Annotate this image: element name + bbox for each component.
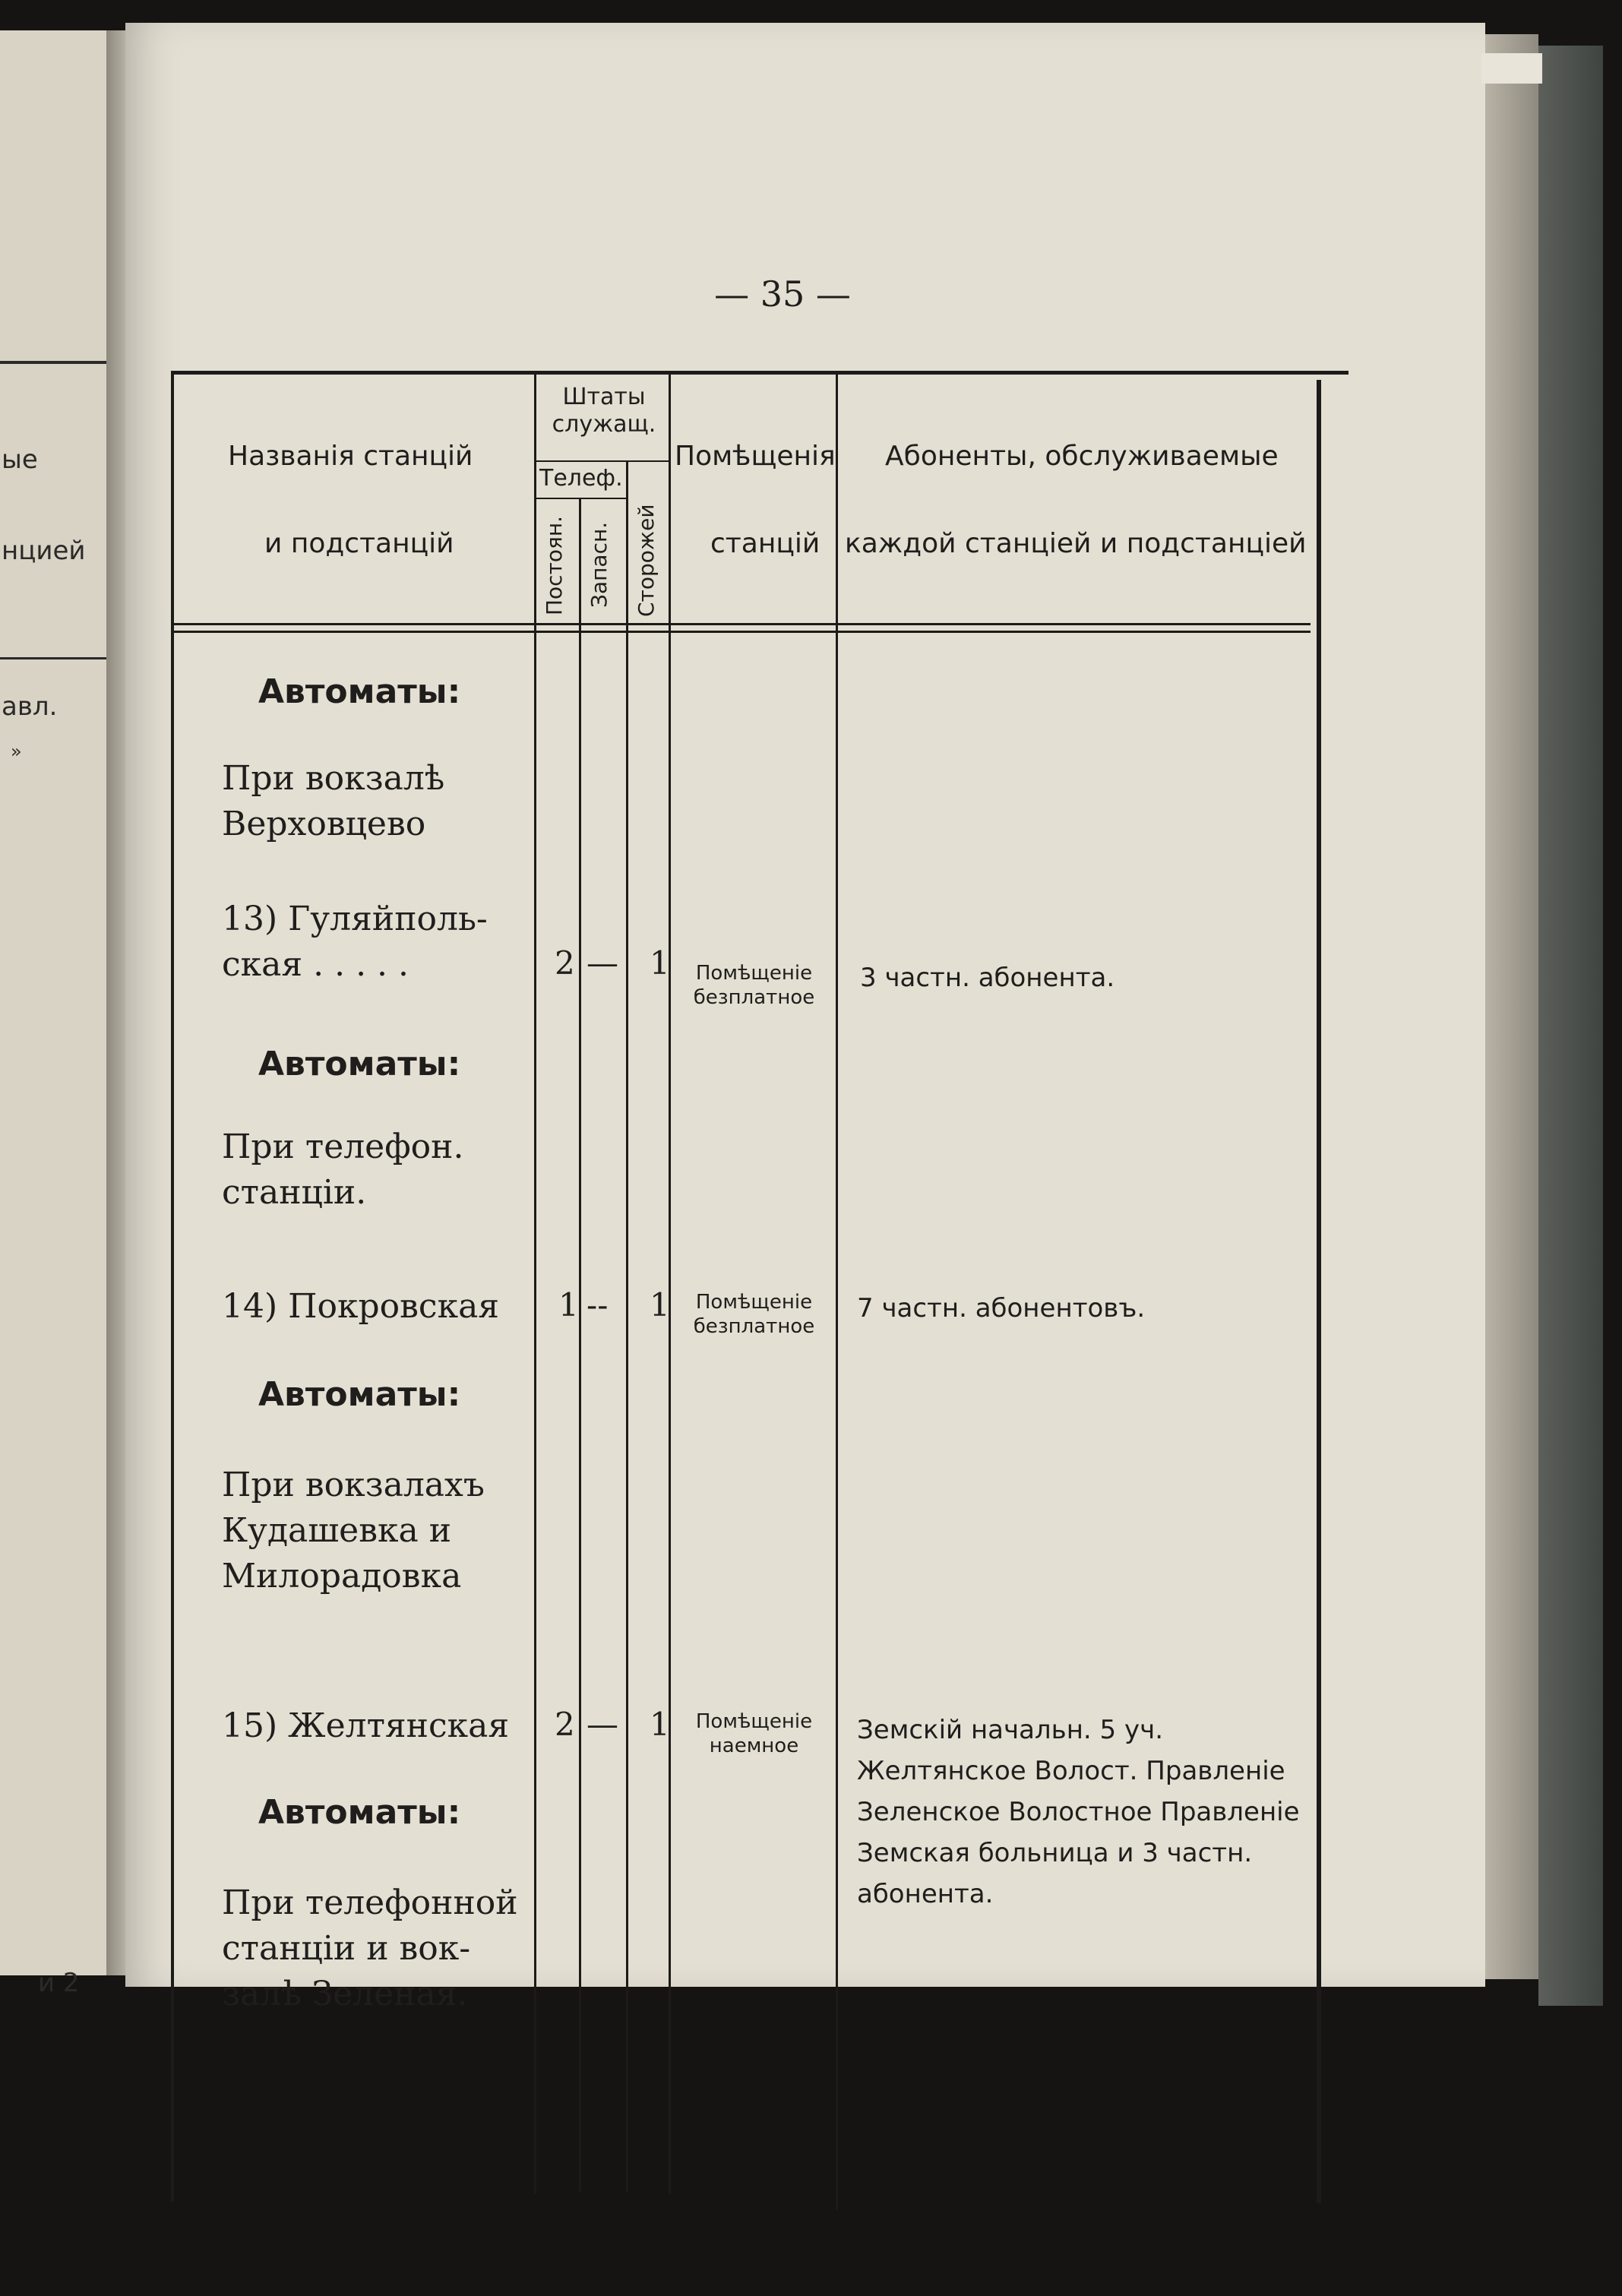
header-staff: Штаты служащ. xyxy=(552,384,656,438)
header-subscribers-sub: каждой станціей и подстанціей xyxy=(845,528,1307,559)
column-divider xyxy=(836,371,838,2209)
table-top-rule xyxy=(171,371,1349,375)
automat-location: При телефонной xyxy=(222,1883,518,1922)
station-name: 15) Желтянская xyxy=(222,1706,510,1745)
subscribers-line: Желтянское Волост. Правленіе xyxy=(857,1756,1285,1786)
station-name: 13) Гуляйполь- xyxy=(222,900,488,938)
automat-location: залѣ Зеленая. xyxy=(222,1975,468,2013)
automat-location: При вокзалѣ xyxy=(222,759,445,798)
automat-location: Милорадовка xyxy=(222,1557,462,1595)
automats-label: Автоматы: xyxy=(258,1793,461,1832)
reserve-count: — xyxy=(587,944,618,982)
premises-line: наемное xyxy=(709,1735,799,1757)
header-premises: Помѣщенія xyxy=(675,441,836,472)
header-rule-1 xyxy=(171,623,1311,625)
automat-location: Кудашевка и xyxy=(222,1511,452,1550)
column-divider xyxy=(579,498,581,2192)
subscribers-line: Земская больница и 3 частн. xyxy=(857,1838,1253,1868)
table-left-border xyxy=(171,371,174,2202)
column-divider xyxy=(534,371,536,2194)
left-page-fragment: ые xyxy=(2,444,38,475)
watchmen-count: 1 xyxy=(650,944,670,982)
watchmen-count: 1 xyxy=(650,1706,670,1743)
bookmark-strip xyxy=(1481,53,1542,84)
column-divider xyxy=(669,371,671,2194)
premises-line: безплатное xyxy=(693,986,815,1009)
header-station-names: Названія станцій xyxy=(228,441,473,472)
automats-label: Автоматы: xyxy=(258,1045,461,1083)
premises-line: Помѣщеніе xyxy=(695,1710,813,1733)
automat-location: станціи. xyxy=(222,1173,367,1212)
header-rule-2 xyxy=(171,631,1311,633)
header-premises-sub: станцій xyxy=(710,528,820,559)
automat-location: станціи и вок- xyxy=(222,1929,471,1968)
automat-location: Верховцево xyxy=(222,805,426,843)
left-page-rule xyxy=(0,361,114,364)
premises-line: Помѣщеніе xyxy=(695,962,813,985)
premises-line: Помѣщеніе xyxy=(695,1291,813,1314)
page-edge xyxy=(1485,34,1538,1979)
subscribers-line: Зеленское Волостное Правленіе xyxy=(857,1797,1300,1827)
left-page-fragment: » xyxy=(11,741,22,762)
header-teleph: Телеф. xyxy=(539,465,623,492)
premises-line: безплатное xyxy=(693,1315,815,1338)
page-number: — 35 — xyxy=(714,274,851,315)
reserve-count: -- xyxy=(587,1286,609,1324)
header-permanent: Постоян. xyxy=(542,515,567,615)
automats-label: Автоматы: xyxy=(258,1375,461,1414)
left-page-fragment: авл. xyxy=(2,691,58,722)
book-cover-edge xyxy=(1538,46,1603,2006)
reserve-count: — xyxy=(587,1706,618,1743)
station-name: 14) Покровская xyxy=(222,1287,500,1326)
column-divider xyxy=(626,460,628,2193)
automats-label: Автоматы: xyxy=(258,672,461,711)
header-reserve: Запасн. xyxy=(587,521,612,608)
left-page-fragment: и 2 xyxy=(38,1968,80,1998)
subscribers-line: 3 частн. абонента. xyxy=(860,963,1115,993)
watchmen-count: 1 xyxy=(650,1286,670,1324)
left-page-rule xyxy=(0,657,114,659)
permanent-count: 2 xyxy=(555,944,575,982)
left-page-fragment: нцией xyxy=(2,536,86,566)
automat-location: При вокзалахъ xyxy=(222,1466,485,1504)
station-name: ская . . . . . xyxy=(222,945,409,984)
header-watchmen: Сторожей xyxy=(634,504,659,617)
subscribers-line: абонента. xyxy=(857,1879,994,1909)
permanent-count: 2 xyxy=(555,1706,575,1743)
staff-header-rule xyxy=(536,460,669,462)
automat-location: При телефон. xyxy=(222,1127,464,1166)
permanent-count: 1 xyxy=(558,1286,579,1324)
table-right-border xyxy=(1317,380,1321,2203)
subscribers-line: 7 частн. абонентовъ. xyxy=(857,1293,1146,1324)
teleph-header-rule xyxy=(536,498,627,499)
subscribers-line: Земскій начальн. 5 уч. xyxy=(857,1715,1164,1745)
header-and-substations: и подстанцій xyxy=(264,528,454,559)
header-subscribers: Абоненты, обслуживаемые xyxy=(885,441,1279,472)
